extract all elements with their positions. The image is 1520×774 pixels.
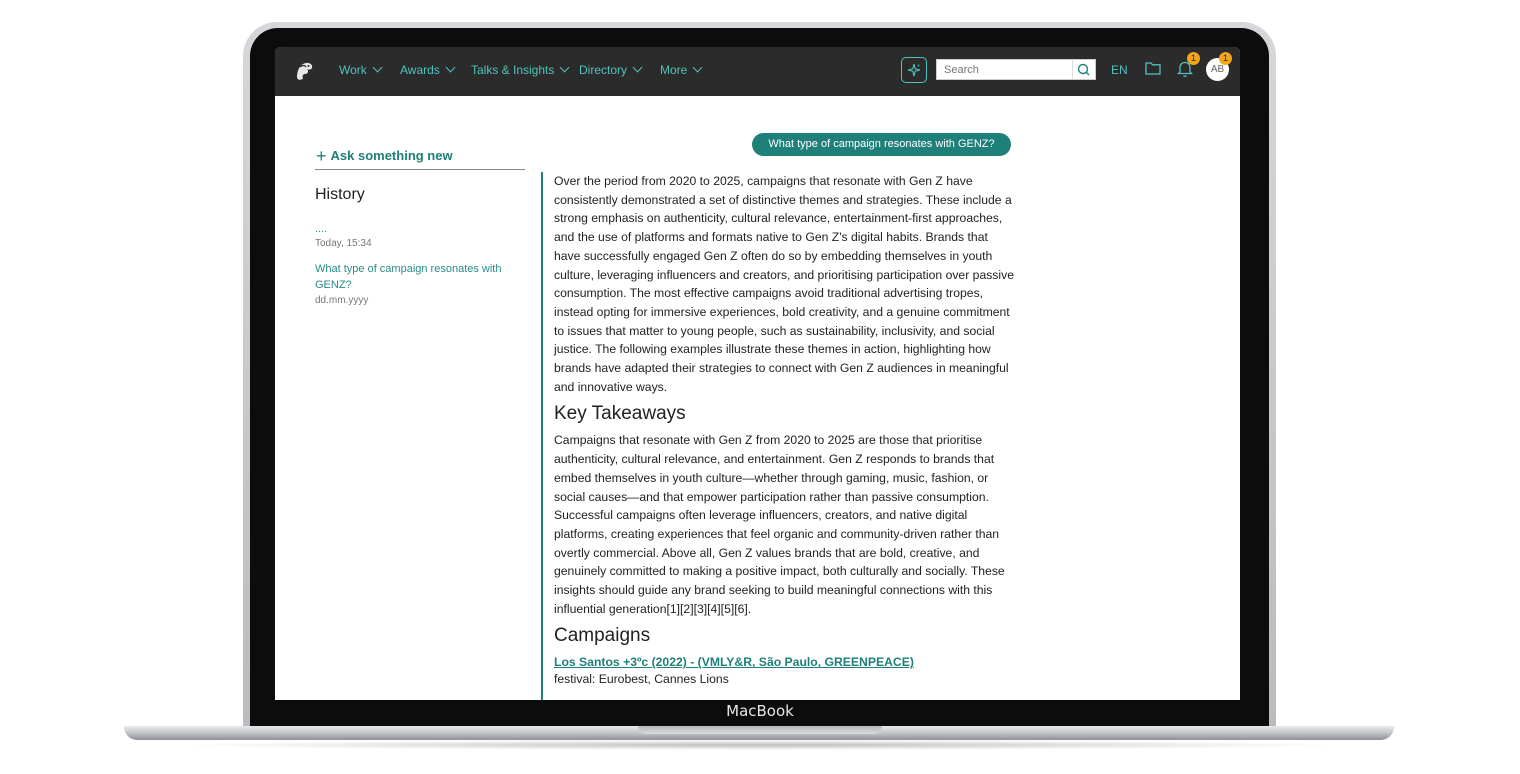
ask-new-label: Ask something new xyxy=(330,148,453,163)
top-nav xyxy=(275,47,1240,96)
history-heading: History xyxy=(315,186,365,203)
language-selector[interactable]: EN xyxy=(1111,63,1128,77)
nav-talks-insights-label: Talks & Insights xyxy=(471,63,555,77)
device-label: MacBook xyxy=(726,702,794,720)
lion-logo-icon[interactable] xyxy=(291,58,317,84)
takeaways-text: Campaigns that resonate with Gen Z from 2020 to 2025 are those that prioritise authenticity, cultural relevance, and entertainment. Gen Z responds to brands that embed themselves in youth culture—whether through gaming, music, fashion, or social causes—and that empower participation rather than passive consumption. Successful campaigns often leverage influencers, creators, and native digital platforms, creating experiences that feel organic and community-driven rather than overtly commercial. Above all, Gen Z values brands that are bold, creative, and genuinely committed to making a positive impact, both culturally and socially. These insights should guide any brand seeking to build meaningful connections with this influential generation[1][2][3][4][5][6]. xyxy=(554,433,1005,616)
history-item-link[interactable]: What type of campaign resonates with GENZ? xyxy=(315,263,502,291)
chevron-down-icon xyxy=(445,63,455,73)
nav-directory-label: Directory xyxy=(579,63,628,77)
nav-directory[interactable] xyxy=(579,63,641,77)
chevron-down-icon xyxy=(693,63,703,73)
folder-icon[interactable] xyxy=(1145,61,1161,75)
laptop-notch xyxy=(638,726,882,734)
avatar-badge: 1 xyxy=(1219,52,1232,65)
answer-intro: Over the period from 2020 to 2025, campaigns that resonate with Gen Z have consistently demonstrated a set of distinctive themes and strategies. These include a strong emphasis on authenticity, cultural relevance, entertainment-first approaches, and the use of platforms and formats native to Gen Z's digital habits. Brands that have successfully engaged Gen Z often do so by embedding themselves in youth culture, leveraging influencers and creators, and prioritising participation over passive consumption. The most effective campaigns avoid traditional advertising tropes, instead opting for immersive experiences, bold creativity, and a genuine commitment to issues that matter to young people, such as sustainability, inclusivity, and social justice. The following examples illustrate these themes in action, highlighting how brands have adapted their strategies to connect with Gen Z audiences in meaningful and innovative ways. xyxy=(554,174,1014,394)
divider xyxy=(315,169,525,170)
nav-more-label: More xyxy=(660,63,688,77)
chevron-down-icon xyxy=(633,63,643,73)
nav-awards-label: Awards xyxy=(400,63,440,77)
sparkle-icon xyxy=(907,63,921,77)
campaigns-heading: Campaigns xyxy=(554,625,651,647)
nav-talks-insights[interactable] xyxy=(471,63,568,77)
campaign-link[interactable]: Los Santos +3ºc (2022) - (VMLY&R, São Paulo, GREENPEACE) xyxy=(554,655,914,670)
notification-badge: 1 xyxy=(1187,52,1200,65)
history-item-date: dd.mm.yyyy xyxy=(315,295,369,306)
campaign-festival: festival: Eurobest, Cannes Lions xyxy=(554,672,729,687)
ai-sparkle-button[interactable] xyxy=(901,57,927,83)
screen xyxy=(275,47,1240,700)
history-item-link[interactable]: .... xyxy=(315,223,328,235)
avatar[interactable]: AB xyxy=(1206,58,1229,81)
ask-new-button[interactable] xyxy=(316,144,453,165)
nav-awards[interactable] xyxy=(400,63,454,77)
nav-more[interactable] xyxy=(660,63,701,77)
campaign-item xyxy=(554,653,1015,686)
search-button[interactable] xyxy=(1072,60,1095,79)
laptop-shadow xyxy=(170,740,1350,750)
search-input[interactable] xyxy=(937,61,1074,80)
nav-work[interactable] xyxy=(339,63,381,77)
takeaways-heading: Key Takeaways xyxy=(554,403,686,425)
nav-work-label: Work xyxy=(339,63,367,77)
history-item-date: Today, 15:34 xyxy=(315,238,372,249)
search-icon xyxy=(1073,60,1095,79)
chevron-down-icon xyxy=(560,63,570,73)
answer-panel xyxy=(541,172,1015,700)
search-box xyxy=(936,59,1096,80)
question-bubble: What type of campaign resonates with GENZ? xyxy=(752,133,1011,156)
chevron-down-icon xyxy=(372,63,382,73)
plus-icon: + xyxy=(316,146,327,166)
